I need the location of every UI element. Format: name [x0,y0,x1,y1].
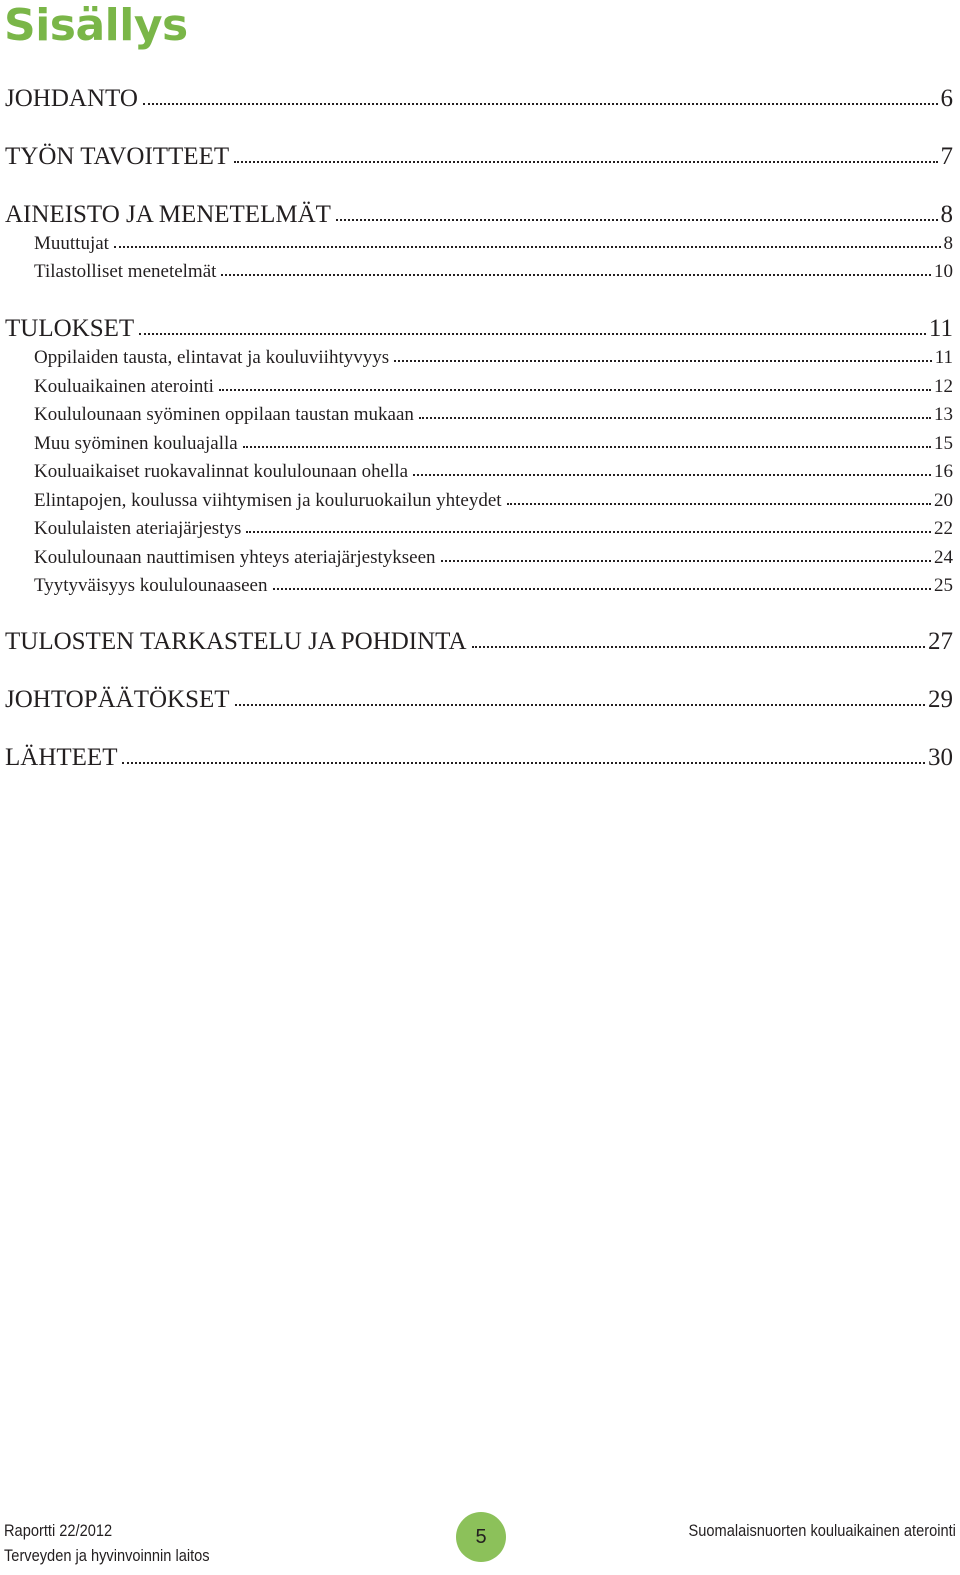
toc-entry-page: 13 [934,404,953,425]
toc-entry-label: Muu syöminen kouluajalla [34,433,238,454]
page-title: Sisällys [4,0,188,51]
toc-entry-page: 25 [934,575,953,596]
toc-entry-lahteet[interactable] [5,741,953,775]
toc-leader-dots [394,360,932,362]
toc-leader-dots [472,646,926,648]
toc-entry-label: AINEISTO JA MENETELMÄT [5,201,331,228]
toc-entry-page: 6 [940,85,953,112]
toc-entry-label: Tyytyväisyys koululounaaseen [34,575,268,596]
toc-entry-page: 11 [928,315,953,342]
toc-entry-label: Koululounaan nauttimisen yhteys ateriajärjestykseen [34,547,436,568]
toc-entry-page: 24 [934,547,953,568]
toc-leader-dots [139,333,926,335]
toc-entry-ruokavalinnat[interactable] [34,459,953,485]
toc-entry-johdanto[interactable] [5,82,953,116]
toc-entry-muuttujat[interactable] [34,231,953,257]
toc-entry-label: Muuttujat [34,233,109,254]
toc-leader-dots [273,588,932,590]
toc-leader-dots [243,446,931,448]
toc-entry-label: TULOSTEN TARKASTELU JA POHDINTA [5,628,467,655]
toc-entry-label: Elintapojen, koulussa viihtymisen ja kouluruokailun yhteydet [34,490,502,511]
toc-entry-page: 30 [928,744,953,771]
toc-entry-page: 20 [934,490,953,511]
toc-entry-page: 10 [934,261,953,282]
footer-publication-title: Suomalaisnuorten kouluaikainen aterointi [688,1521,956,1540]
toc-entry-page: 15 [934,433,953,454]
toc-leader-dots [235,704,925,706]
toc-leader-dots [221,274,931,276]
toc-entry-page: 8 [943,233,953,254]
toc-leader-dots [413,474,931,476]
toc-entry-label: Kouluaikaiset ruokavalinnat koululounaan ohella [34,461,409,482]
toc-leader-dots [246,531,931,533]
toc-entry-label: TYÖN TAVOITTEET [5,143,230,170]
footer-report-info [4,1518,210,1568]
toc-entry-label: Oppilaiden tausta, elintavat ja kouluviihtyvyys [34,347,390,368]
toc-entry-page: 7 [940,143,953,170]
toc-leader-dots [122,762,925,764]
toc-entry-page: 16 [934,461,953,482]
footer-report-number: Raportti 22/2012 [4,1521,113,1540]
toc-entry-tavoitteet[interactable] [5,140,953,174]
toc-entry-yhteydet[interactable] [34,488,953,514]
toc-entry-ateriajarjestys[interactable] [34,516,953,542]
toc-entry-muu-syominen[interactable] [34,431,953,457]
toc-leader-dots [507,503,931,505]
toc-entry-label: Koululounaan syöminen oppilaan taustan mukaan [34,404,414,425]
toc-entry-tulokset[interactable] [5,312,953,346]
toc-entry-page: 27 [928,628,953,655]
footer-institution: Terveyden ja hyvinvoinnin laitos [4,1546,210,1565]
toc-entry-page: 12 [934,376,953,397]
toc-entry-label: LÄHTEET [5,744,118,771]
toc-entry-label: JOHDANTO [5,85,138,112]
toc-leader-dots [219,389,931,391]
page-number-badge: 5 [456,1512,506,1562]
toc-entry-pohdinta[interactable] [5,625,953,659]
toc-entry-label: JOHTOPÄÄTÖKSET [5,686,230,713]
toc-leader-dots [336,219,938,221]
toc-entry-page: 29 [928,686,953,713]
toc-entry-page: 11 [934,347,953,368]
toc-leader-dots [234,161,937,163]
toc-leader-dots [114,246,941,248]
toc-entry-johtopaatokset[interactable] [5,683,953,717]
toc-entry-page: 8 [940,201,953,228]
toc-entry-aterointi[interactable] [34,374,953,400]
toc-entry-tausta[interactable] [34,345,953,371]
toc-entry-label: Tilastolliset menetelmät [34,261,217,282]
toc-entry-tyytyvaisyys[interactable] [34,573,953,599]
toc-leader-dots [143,103,938,105]
toc-leader-dots [441,560,931,562]
toc-leader-dots [419,417,931,419]
toc-entry-nauttimisen-yhteys[interactable] [34,545,953,571]
toc-entry-menetelmat[interactable] [34,259,953,285]
toc-entry-label: TULOKSET [5,315,135,342]
toc-entry-lounas-tausta[interactable] [34,402,953,428]
toc-entry-aineisto[interactable] [5,198,953,232]
toc-entry-label: Koululaisten ateriajärjestys [34,518,242,539]
toc-entry-label: Kouluaikainen aterointi [34,376,214,397]
toc-entry-page: 22 [934,518,953,539]
